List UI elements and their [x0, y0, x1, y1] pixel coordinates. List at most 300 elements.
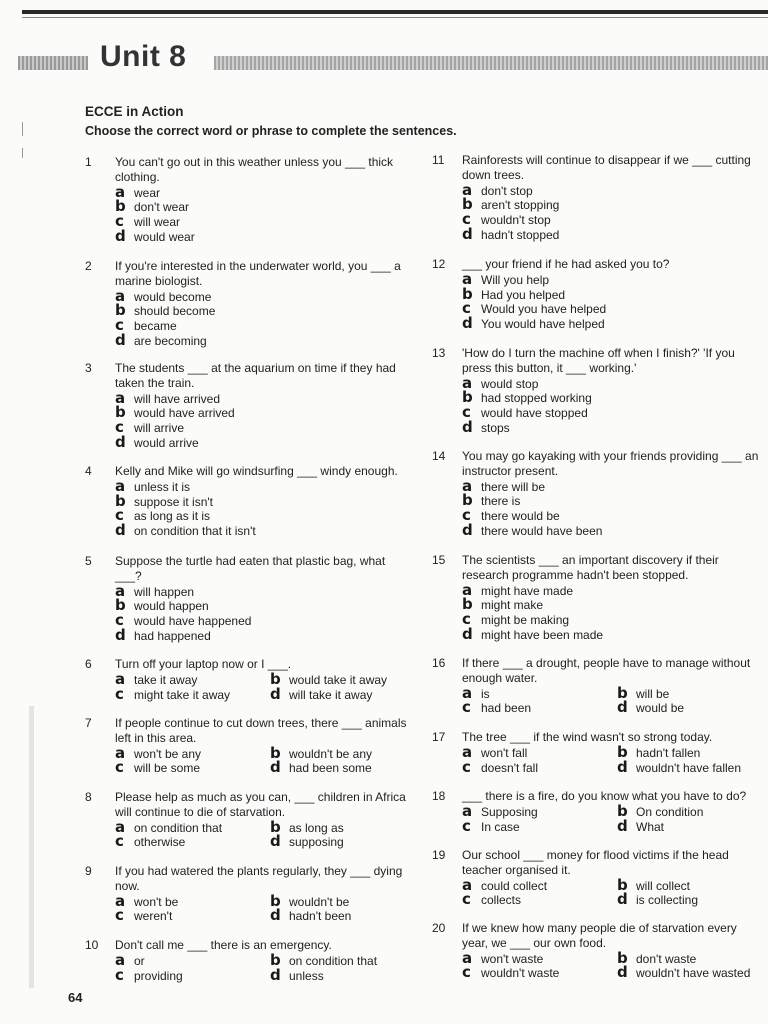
answer-option[interactable]: [617, 875, 767, 894]
answer-option[interactable]: [462, 948, 617, 967]
option-letter: b: [270, 950, 281, 969]
answer-option[interactable]: [115, 523, 415, 538]
option-letter: c: [462, 506, 471, 525]
option-letter: d: [462, 624, 473, 643]
option-letter: c: [115, 906, 124, 925]
option-letter: c: [115, 212, 124, 231]
option-text: would become: [134, 289, 212, 304]
answer-option[interactable]: [115, 598, 415, 613]
header-rule: [22, 10, 768, 14]
option-text: stops: [481, 420, 510, 435]
option-letter: c: [462, 210, 471, 229]
option-letter: d: [270, 758, 281, 777]
option-text: could collect: [481, 878, 548, 893]
answer-option[interactable]: [115, 432, 415, 451]
option-letter: c: [462, 963, 471, 982]
answer-options: [115, 286, 415, 349]
question-number: 13: [432, 346, 446, 360]
answer-option[interactable]: [115, 891, 270, 910]
option-letter: d: [462, 520, 473, 539]
option-text: otherwise: [134, 835, 186, 850]
question-number: 8: [85, 790, 92, 804]
answer-option[interactable]: [462, 742, 617, 761]
option-letter: a: [115, 581, 126, 600]
option-text: would happen: [134, 599, 209, 614]
option-text: will collect: [636, 878, 691, 893]
answer-option[interactable]: [115, 388, 415, 407]
question-stem: Turn off your laptop now or I ___.: [115, 657, 292, 671]
answer-options: [462, 948, 762, 982]
answer-option[interactable]: [617, 700, 767, 715]
question-number: 10: [85, 938, 99, 952]
option-text: hadn't stopped: [481, 227, 560, 242]
option-letter: b: [115, 403, 126, 422]
option-letter: d: [617, 698, 628, 717]
option-letter: c: [462, 403, 471, 422]
option-text: Will you help: [481, 272, 550, 287]
option-letter: d: [462, 224, 473, 243]
question-stem: The tree ___ if the wind wasn't so strong today.: [462, 730, 713, 744]
answer-options: [115, 182, 415, 245]
option-letter: a: [462, 683, 473, 702]
answer-option[interactable]: [115, 743, 270, 762]
option-text: there will be: [481, 479, 546, 494]
answer-option[interactable]: [462, 683, 617, 702]
answer-option[interactable]: [462, 316, 762, 331]
answer-option[interactable]: [462, 405, 762, 420]
option-text: on condition that: [289, 953, 378, 968]
option-letter: d: [115, 521, 126, 540]
option-text: would have happened: [134, 614, 252, 629]
option-text: supposing: [289, 835, 344, 850]
option-letter: d: [617, 963, 628, 982]
answer-option[interactable]: [115, 760, 270, 775]
answer-option[interactable]: [115, 491, 415, 510]
question-stem: Don't call me ___ there is an emergency.: [115, 938, 332, 952]
option-text: would be: [636, 701, 685, 716]
question-number: 15: [432, 553, 446, 567]
question-4: [85, 464, 415, 538]
option-text: don't wear: [134, 200, 189, 215]
question-number: 2: [85, 259, 92, 273]
page-number: 64: [68, 990, 83, 1005]
answer-option[interactable]: [115, 199, 415, 214]
option-letter: a: [115, 388, 126, 407]
option-letter: c: [462, 816, 471, 835]
instructions: Choose the correct word or phrase to complete the sentences.: [85, 124, 457, 138]
option-letter: b: [270, 891, 281, 910]
answer-option[interactable]: [462, 892, 617, 907]
option-text: had happened: [134, 628, 211, 643]
option-letter: b: [115, 197, 126, 216]
answer-option[interactable]: [462, 269, 762, 288]
question-number: 7: [85, 716, 92, 730]
option-letter: a: [462, 742, 473, 761]
question-number: 6: [85, 657, 92, 671]
option-text: wouldn't be any: [289, 746, 373, 761]
option-letter: c: [115, 965, 124, 984]
option-text: wouldn't waste: [481, 966, 560, 981]
option-text: would wear: [134, 229, 195, 244]
question-number: 19: [432, 848, 446, 862]
question-15: [432, 553, 762, 642]
answer-option[interactable]: [462, 875, 617, 894]
question-7: [85, 716, 415, 775]
question-17: [432, 730, 762, 774]
option-text: unless: [289, 968, 324, 983]
option-letter: b: [270, 669, 281, 688]
answer-option[interactable]: [270, 669, 420, 688]
answer-option[interactable]: [462, 476, 762, 495]
option-text: don't waste: [636, 951, 697, 966]
question-stem: ___ there is a fire, do you know what you have to do?: [462, 789, 747, 803]
answer-option[interactable]: [115, 684, 270, 703]
answer-option[interactable]: [462, 801, 617, 820]
answer-option[interactable]: [270, 834, 420, 849]
answer-options: [115, 476, 415, 540]
option-text: will arrive: [134, 421, 185, 436]
question-stem: Rainforests will continue to disappear if we ___ cutting down trees.: [462, 153, 751, 182]
option-letter: d: [270, 906, 281, 925]
section-title: ECCE in Action: [85, 104, 184, 119]
answer-option[interactable]: [115, 669, 270, 688]
option-letter: a: [462, 801, 473, 820]
answer-options: [115, 581, 415, 644]
option-letter: b: [462, 491, 473, 510]
option-text: Would you have helped: [481, 302, 607, 317]
unit-bar-left: [18, 56, 88, 70]
question-stem: If we knew how many people die of starvation every year, we ___ our own food.: [462, 921, 737, 950]
option-letter: b: [617, 742, 628, 761]
option-text: should become: [134, 304, 216, 319]
answer-option[interactable]: [270, 760, 420, 775]
option-text: Supposing: [481, 804, 538, 819]
answer-option[interactable]: [462, 417, 762, 436]
option-text: hadn't fallen: [636, 745, 701, 760]
answer-options: [115, 669, 415, 703]
question-1: [85, 155, 415, 244]
answer-option[interactable]: [462, 624, 762, 643]
answer-option[interactable]: [115, 625, 415, 644]
option-text: wouldn't have fallen: [636, 760, 742, 775]
option-letter: d: [270, 684, 281, 703]
option-text: wouldn't have wasted: [636, 966, 751, 981]
question-11: [432, 153, 762, 242]
answer-option[interactable]: [462, 520, 762, 539]
answer-option[interactable]: [462, 373, 762, 392]
option-text: would stop: [481, 376, 539, 391]
answer-option[interactable]: [115, 476, 415, 495]
option-letter: a: [462, 948, 473, 967]
question-number: 11: [432, 153, 445, 167]
answer-option[interactable]: [462, 197, 762, 212]
option-letter: a: [462, 476, 473, 495]
answer-option[interactable]: [115, 214, 415, 229]
option-text: on condition that: [134, 820, 223, 835]
option-letter: d: [617, 757, 628, 776]
option-text: don't stop: [481, 183, 533, 198]
answer-options: [462, 373, 762, 436]
question-10: [85, 938, 415, 982]
question-number: 12: [432, 257, 446, 271]
answer-option[interactable]: [115, 405, 415, 420]
option-text: suppose it isn't: [134, 494, 214, 509]
option-text: might be making: [481, 613, 570, 628]
answer-option[interactable]: [115, 965, 270, 984]
question-stem: If you had watered the plants regularly, they ___ dying now.: [115, 864, 403, 893]
option-text: would have arrived: [134, 406, 235, 421]
answer-option[interactable]: [617, 757, 767, 776]
answer-option[interactable]: [115, 508, 415, 523]
option-letter: d: [617, 890, 628, 909]
option-text: are becoming: [134, 333, 207, 348]
answer-option[interactable]: [270, 908, 420, 923]
answer-options: [462, 683, 762, 717]
option-letter: b: [115, 596, 126, 615]
question-9: [85, 864, 415, 923]
option-letter: c: [115, 418, 124, 437]
header-rule-thin: [22, 17, 768, 18]
option-text: or: [134, 953, 145, 968]
answer-option[interactable]: [115, 303, 415, 318]
option-text: providing: [134, 968, 183, 983]
answer-option[interactable]: [115, 226, 415, 245]
option-text: will happen: [134, 584, 195, 599]
option-letter: c: [462, 890, 471, 909]
question-stem: Our school ___ money for flood victims if the head teacher organised it.: [462, 848, 729, 877]
option-text: might have made: [481, 583, 574, 598]
answer-options: [462, 875, 762, 909]
option-letter: c: [115, 832, 124, 851]
answer-option[interactable]: [115, 330, 415, 349]
option-letter: d: [462, 314, 473, 333]
option-letter: a: [115, 182, 126, 201]
option-text: might take it away: [134, 687, 231, 702]
option-text: aren't stopping: [481, 198, 560, 213]
option-text: is collecting: [636, 893, 699, 908]
option-letter: b: [270, 743, 281, 762]
option-text: would take it away: [289, 672, 388, 687]
answer-option[interactable]: [462, 757, 617, 776]
option-letter: b: [270, 817, 281, 836]
option-text: as long as it is: [134, 509, 211, 524]
answer-option[interactable]: [462, 284, 762, 303]
answer-option[interactable]: [617, 742, 767, 761]
option-letter: c: [462, 299, 471, 318]
answer-option[interactable]: [462, 597, 762, 612]
option-letter: b: [462, 388, 473, 407]
unit-title: Unit 8: [100, 40, 187, 73]
option-letter: b: [115, 301, 126, 320]
answer-option[interactable]: [462, 580, 762, 599]
answer-option[interactable]: [115, 286, 415, 305]
question-stem: Suppose the turtle had eaten that plastic bag, what ___?: [115, 554, 386, 583]
option-letter: a: [462, 580, 473, 599]
answer-option[interactable]: [462, 965, 617, 980]
answer-option[interactable]: [115, 950, 270, 969]
option-text: might make: [481, 598, 544, 613]
answer-option[interactable]: [115, 908, 270, 923]
option-text: will be some: [134, 761, 201, 776]
answer-option[interactable]: [115, 834, 270, 849]
answer-option[interactable]: [270, 684, 420, 703]
option-text: What: [636, 819, 665, 834]
question-stem: You may go kayaking with your friends providing ___ an instructor present.: [462, 449, 759, 478]
option-text: wouldn't stop: [481, 213, 551, 228]
answer-options: [462, 269, 762, 333]
question-number: 18: [432, 789, 446, 803]
option-letter: b: [617, 948, 628, 967]
option-letter: d: [115, 226, 126, 245]
question-stem: The scientists ___ an important discovery if their research programme hadn't been stopped.: [462, 553, 719, 582]
option-text: on condition that it isn't: [134, 524, 256, 539]
option-text: will wear: [134, 215, 181, 230]
answer-option[interactable]: [115, 581, 415, 600]
answer-option[interactable]: [270, 965, 420, 984]
answer-option[interactable]: [617, 892, 767, 907]
option-letter: d: [270, 965, 281, 984]
answer-option[interactable]: [462, 390, 762, 405]
option-letter: a: [115, 669, 126, 688]
option-letter: d: [270, 832, 281, 851]
option-letter: d: [115, 625, 126, 644]
question-stem: If you're interested in the underwater world, you ___ a marine biologist.: [115, 259, 401, 288]
option-text: had stopped working: [481, 391, 592, 406]
option-letter: a: [462, 180, 473, 199]
answer-option[interactable]: [115, 817, 270, 836]
question-number: 14: [432, 449, 446, 463]
answer-option[interactable]: [462, 180, 762, 199]
option-text: had been: [481, 701, 532, 716]
question-stem: The students ___ at the aquarium on time if they had taken the train.: [115, 361, 396, 390]
option-letter: b: [617, 683, 628, 702]
option-letter: c: [462, 757, 471, 776]
margin-mark: [22, 148, 23, 158]
option-text: You would have helped: [481, 317, 605, 332]
question-13: [432, 346, 762, 435]
question-number: 20: [432, 921, 446, 935]
option-text: there would have been: [481, 523, 603, 538]
option-letter: a: [115, 817, 126, 836]
answer-option[interactable]: [462, 212, 762, 227]
question-20: [432, 921, 762, 980]
option-text: is: [481, 686, 490, 701]
option-letter: b: [462, 284, 473, 303]
answer-options: [115, 891, 415, 925]
option-letter: d: [115, 330, 126, 349]
option-letter: a: [115, 476, 126, 495]
answer-option[interactable]: [462, 508, 762, 523]
option-letter: a: [115, 743, 126, 762]
option-text: won't be any: [134, 746, 202, 761]
option-text: take it away: [134, 672, 198, 687]
option-text: won't waste: [481, 951, 544, 966]
answer-option[interactable]: [617, 948, 767, 967]
question-18: [432, 789, 762, 833]
scan-strip: [29, 706, 34, 988]
option-letter: d: [115, 432, 126, 451]
option-text: unless it is: [134, 479, 191, 494]
answer-option[interactable]: [462, 700, 617, 715]
answer-option[interactable]: [115, 318, 415, 333]
option-text: On condition: [636, 804, 704, 819]
option-letter: a: [462, 875, 473, 894]
question-stem: You can't go out in this weather unless you ___ thick clothing.: [115, 155, 394, 184]
option-text: there is: [481, 494, 521, 509]
answer-option[interactable]: [462, 493, 762, 508]
answer-option[interactable]: [270, 950, 420, 969]
answer-options: [462, 476, 762, 539]
option-text: wouldn't be: [289, 894, 350, 909]
question-19: [432, 848, 762, 907]
question-stem: If there ___ a drought, people have to manage without enough water.: [462, 656, 751, 685]
option-text: hadn't been: [289, 909, 352, 924]
question-16: [432, 656, 762, 715]
option-letter: c: [115, 316, 124, 335]
question-number: 16: [432, 656, 446, 670]
question-number: 3: [85, 361, 92, 375]
question-number: 9: [85, 864, 92, 878]
question-number: 5: [85, 554, 92, 568]
answer-options: [462, 742, 762, 776]
option-letter: b: [617, 875, 628, 894]
option-text: would have stopped: [481, 406, 588, 421]
answer-option[interactable]: [270, 743, 420, 762]
question-2: [85, 259, 415, 348]
answer-option[interactable]: [115, 182, 415, 201]
question-stem: If people continue to cut down trees, there ___ animals left in this area.: [115, 716, 407, 745]
answer-option[interactable]: [617, 816, 767, 835]
answer-option[interactable]: [462, 301, 762, 316]
answer-option[interactable]: [115, 420, 415, 435]
option-letter: c: [462, 698, 471, 717]
option-text: won't be: [134, 894, 179, 909]
option-text: will be: [636, 686, 670, 701]
option-letter: b: [617, 801, 628, 820]
question-number: 17: [432, 730, 446, 744]
option-text: had been some: [289, 761, 372, 776]
option-letter: a: [115, 891, 126, 910]
question-stem: Kelly and Mike will go windsurfing ___ windy enough.: [115, 464, 398, 478]
option-letter: b: [462, 195, 473, 214]
option-letter: c: [115, 611, 124, 630]
answer-option[interactable]: [270, 817, 420, 836]
question-number: 4: [85, 464, 92, 478]
answer-option[interactable]: [462, 612, 762, 627]
option-letter: c: [115, 506, 124, 525]
answer-option[interactable]: [462, 816, 617, 835]
answer-options: [462, 180, 762, 243]
answer-option[interactable]: [115, 613, 415, 628]
answer-options: [115, 743, 415, 777]
answer-option[interactable]: [270, 891, 420, 910]
answer-option[interactable]: [462, 224, 762, 243]
option-text: wear: [134, 185, 161, 200]
answer-option[interactable]: [617, 965, 767, 980]
question-5: [85, 554, 415, 643]
option-text: will take it away: [289, 687, 373, 702]
option-letter: b: [115, 491, 126, 510]
answer-options: [115, 950, 415, 984]
option-text: there would be: [481, 509, 560, 524]
answer-options: [462, 801, 762, 835]
answer-options: [462, 580, 762, 643]
answer-option[interactable]: [617, 801, 767, 820]
question-6: [85, 657, 415, 701]
question-12: [432, 257, 762, 331]
option-letter: c: [115, 758, 124, 777]
answer-option[interactable]: [617, 683, 767, 702]
